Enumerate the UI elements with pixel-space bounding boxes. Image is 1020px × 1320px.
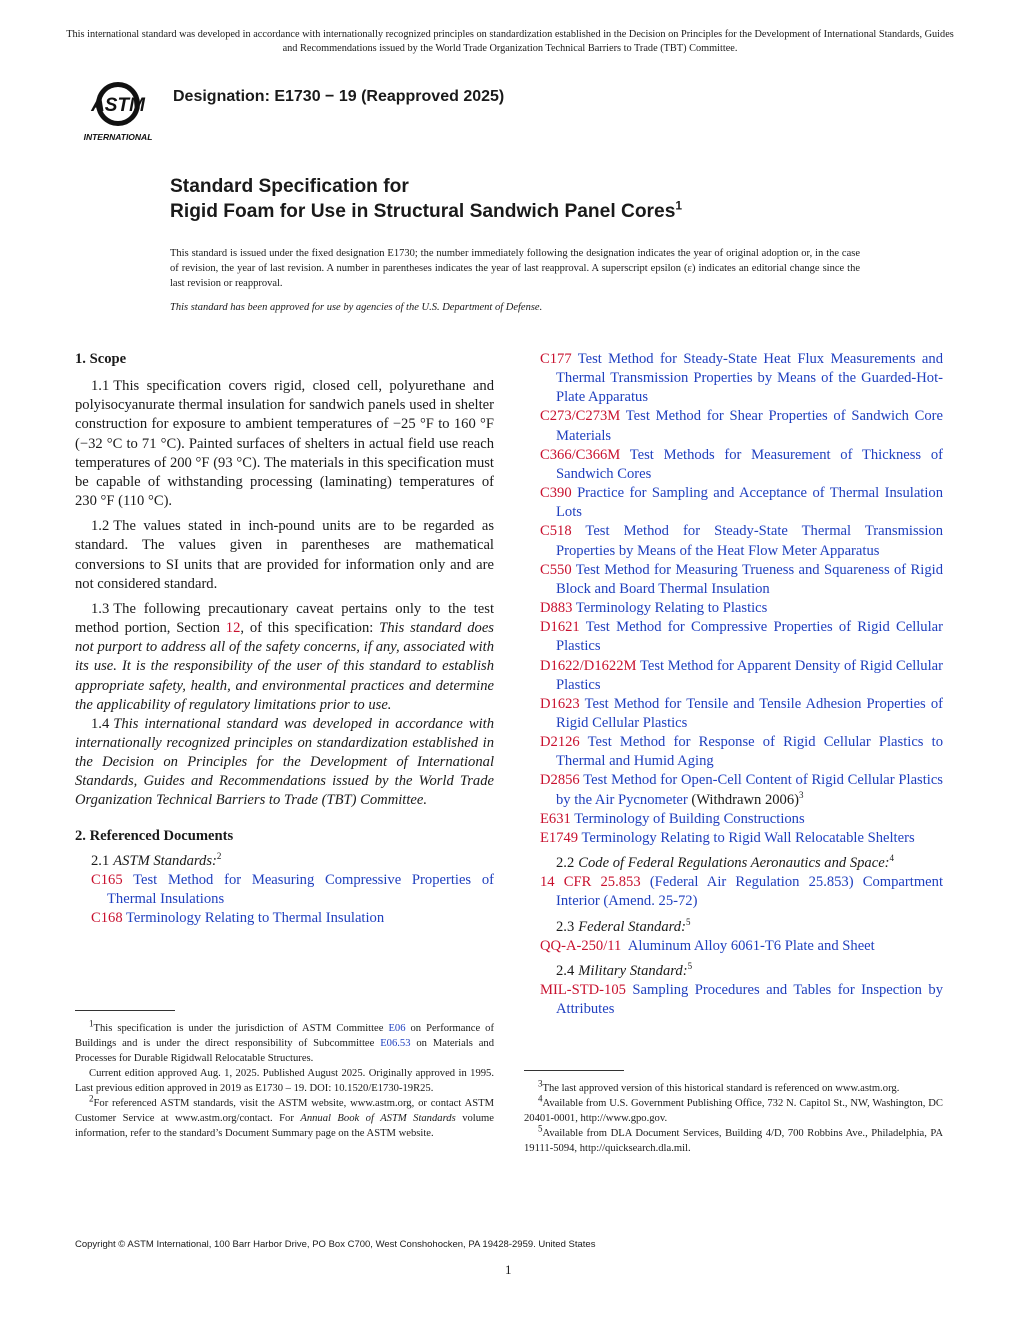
astm-standards-label: 2.1 ASTM Standards:$^2$ [91, 850, 222, 869]
ref-code-link[interactable]: D1621 [540, 619, 580, 636]
designation: Designation: E1730 − 19 (Reapproved 2025) [173, 88, 505, 105]
astm-ref-item [540, 484, 943, 522]
subcommittee-e06-53-link[interactable]: E06.53 [380, 1038, 411, 1049]
ref-code-link[interactable]: QQ-A-250/11 [540, 937, 622, 954]
page-title [170, 174, 682, 224]
astm-ref-item [540, 407, 943, 445]
issue-note: This standard is issued under the fixed designation E1730; the number immediately following the designation indicates the year of original adoption or, in the case of revision, the year of last revision. A number in parentheses indicates the year of last reapproval. A superscript epsilon (ε) indicates an editorial change since the last revision or reapproval. [170, 248, 860, 289]
footnote-2: $^2$For referenced ASTM standards, visit the ASTM website, www.astm.org, or contact ASTM Customer Service at www.astm.org/contact. For Annual Book of ASTM Standards volume information, refer to the standard’s Document Summary page on the ASTM website. [75, 1093, 494, 1139]
ref-code-link[interactable]: MIL-STD-105 [540, 982, 626, 998]
scope-1-3: 1.3 The following precautionary caveat pertains only to the test method portion, Section 12, of this specification: This standard does not purport to address all of the safety concerns, if any, associated with its use. It is the responsibility of the user of this standard to establish appropriate safety, health, and environmental practices and determine the applicability of regulatory limitations prior to use. [75, 600, 494, 713]
ref-code-link[interactable]: C168 [91, 910, 123, 927]
ref-title-link[interactable]: Test Method for Steady-State Heat Flux Measurements and Thermal Transmission Properties by Means of the Guarded-Hot-Plate Apparatus [556, 351, 943, 406]
astm-ref-item [540, 771, 943, 809]
astm-ref-item [540, 350, 943, 407]
svg-text:ASTM: ASTM [91, 95, 145, 116]
ref-title-link[interactable]: Test Methods for Measurement of Thickness of Sandwich Cores [556, 446, 943, 482]
footnote-1: $^1$This specification is under the jurisdiction of ASTM Committee E06 on Performance of Buildings and is under the direct responsibility of Subcommittee E06.53 on Materials and Processes for Durable Rigidwall Relocatable Structures. [75, 1018, 494, 1064]
astm-ref-item [540, 561, 943, 599]
ref-code-link[interactable]: D1623 [540, 695, 580, 712]
svg-text:INTERNATIONAL: INTERNATIONAL [83, 132, 153, 142]
ref-code-link[interactable]: 14 CFR 25.853 [540, 874, 641, 891]
committee-e06-link[interactable]: E06 [388, 1023, 406, 1034]
footnote-rule-left [75, 1010, 175, 1011]
footnotes-right [524, 1078, 943, 1156]
ref-code-link[interactable]: E631 [540, 810, 571, 827]
astm-ref-item [540, 695, 943, 733]
wto-notice: This international standard was developed in accordance with internationally recognized principles on standardization established in the Decision on Principles for the Development of International Standards, Guides and Recommendations issued by the World Trade Organization Technical Barriers to Trade (TBT) Committee. [66, 29, 954, 54]
ref-code-link[interactable]: C366/C366M [540, 446, 621, 463]
ref-title-link[interactable]: Test Method for Compressive Properties of Rigid Cellular Plastics [556, 619, 943, 655]
scope-1-2: 1.2 The values stated in inch-pound units are to be regarded as standard. The values given in parentheses are mathematical conversions to SI units that are provided for information only and are not considered standard. [75, 518, 494, 592]
ref-title-link[interactable]: Test Method for Measuring Trueness and Squareness of Rigid Block and Board Thermal Insulation [556, 561, 943, 597]
left-column [75, 350, 494, 928]
copyright-footer: Copyright © ASTM International, 100 Barr Harbor Drive, PO Box C700, West Conshohocken, PA 19428-2959. United States [75, 1239, 596, 1250]
footnote-1-edition: Current edition approved Aug. 1, 2025. Published August 2025. Originally approved in 1995. Last previous edition approved in 2019 as E1730 – 19. DOI: 10.1520/E1730-19R25. [75, 1068, 494, 1094]
ref-code-link[interactable]: C177 [540, 351, 572, 367]
ref-title-link[interactable]: Test Method for Measuring Compressive Properties of Thermal Insulations [107, 871, 494, 908]
footnote-4: $^4$Available from U.S. Government Publishing Office, 732 N. Capitol St., NW, Washington, DC 20401-0001, http://www.gpo.gov. [524, 1093, 943, 1124]
ref-code-link[interactable]: D1622/D1622M [540, 657, 637, 674]
ref-code-link[interactable]: C165 [91, 871, 123, 888]
astm-ref-item [540, 657, 943, 695]
astm-ref-item [540, 733, 943, 771]
astm-ref-item [540, 522, 943, 560]
ref-title-link[interactable]: Terminology Relating to Plastics [575, 600, 768, 617]
ref-code-link[interactable]: D2856 [540, 772, 580, 789]
ref-code-link[interactable]: E1749 [540, 829, 579, 846]
ref-code-link[interactable]: C518 [540, 523, 572, 540]
section-12-link[interactable]: 12 [225, 620, 241, 637]
ref-title-link[interactable]: Practice for Sampling and Acceptance of Thermal Insulation Lots [556, 485, 943, 521]
astm-ref-item [540, 810, 943, 829]
ref-title-link[interactable]: Test Method for Tensile and Tensile Adhesion Properties of Rigid Cellular Plastics [556, 695, 944, 731]
ref-code-link[interactable]: D2126 [540, 734, 580, 751]
title-footnote-mark: 1 [675, 198, 683, 213]
title-line-2: Rigid Foam for Use in Structural Sandwich Panel Cores$^1$ [170, 198, 683, 222]
ref-title-link[interactable]: Test Method for Response of Rigid Cellular Plastics to Thermal and Humid Aging [556, 734, 943, 770]
astm-ref-item [540, 446, 943, 484]
title-line-1: Standard Specification for [170, 176, 409, 197]
cfr-label: 2.2 Code of Federal Regulations Aeronautics and Space:$^4$ [556, 853, 895, 872]
ref-title-link[interactable]: (Federal Air Regulation 25.853) Compartment Interior (Amend. 25-72) [556, 874, 944, 910]
footnote-5: $^5$Available from DLA Document Services, Building 4/D, 700 Robbins Ave., Philadelphia, PA 19111-5094, http://quicksearch.dla.mil. [524, 1123, 943, 1154]
astm-refs-left [75, 871, 494, 928]
ref-title-link[interactable]: Test Method for Shear Properties of Sandwich Core Materials [556, 408, 943, 444]
ref-title-link[interactable]: Terminology Relating to Thermal Insulation [126, 910, 385, 927]
scope-1-1: 1.1 This specification covers rigid, closed cell, polyurethane and polyisocyanurate thermal insulation for sandwich panels used in shelter construction for exposure to ambient temperatures of −25 °F to 160 °F (−32 °C to 71 °C). Painted surfaces of shelters in actual field use reach temperatures of 200 °F (93 °C). The materials in this specification must be capable of withstanding processing (laminating) temperatures of 230 °F (110 °C). [75, 378, 494, 510]
ref-withdrawn-note: (Withdrawn 2006) [687, 791, 800, 808]
federal-ref [540, 937, 943, 956]
ref-title-link[interactable]: Test Method for Apparent Density of Rigid Cellular Plastics [556, 657, 944, 693]
federal-standard-label: 2.3 Federal Standard:$^5$ [556, 916, 691, 935]
astm-logo [76, 78, 160, 144]
ref-title-link[interactable]: Aluminum Alloy 6061-T6 Plate and Sheet [627, 937, 875, 954]
ref-title-link[interactable]: Terminology of Building Constructions [574, 810, 805, 827]
ref-title-link[interactable]: Sampling Procedures and Tables for Inspection by Attributes [556, 982, 944, 1018]
ref-code-link[interactable]: C550 [540, 561, 572, 578]
footnote-rule-right [524, 1070, 624, 1071]
page-number: 1 [505, 1262, 512, 1277]
scope-1-4: 1.4 This international standard was developed in accordance with internationally recognized principles on standardization established in the Decision on Principles for the Development of International Standards, Guides and Recommendations issued by the World Trade Organization Technical Barriers to Trade (TBT) Committee. [75, 715, 494, 809]
ref-title-link[interactable]: Test Method for Open-Cell Content of Rigid Cellular Plastics by the Air Pycnometer [556, 772, 943, 808]
military-ref [540, 981, 943, 1019]
footnotes-left [75, 1018, 494, 1141]
astm-ref-item [91, 909, 494, 928]
section-scope-heading: 1. Scope [75, 351, 127, 367]
astm-refs-right [540, 350, 943, 848]
astm-ref-item [91, 871, 494, 909]
astm-ref-item [540, 829, 943, 848]
ref-footnote-mark: 3 [799, 789, 804, 800]
dod-note: This standard has been approved for use by agencies of the U.S. Department of Defense. [170, 302, 543, 313]
ref-code-link[interactable]: C273/C273M [540, 408, 621, 425]
ref-code-link[interactable]: C390 [540, 485, 572, 502]
right-column [540, 350, 943, 1019]
ref-title-link[interactable]: Test Method for Steady-State Thermal Transmission Properties by Means of the Heat Flow Meter Apparatus [556, 523, 943, 559]
section-refdocs-heading: 2. Referenced Documents [75, 827, 234, 844]
astm-ref-item [540, 599, 943, 618]
cfr-ref [540, 873, 943, 911]
footnote-3: $^3$The last approved version of this historical standard is referenced on www.astm.org. [538, 1078, 900, 1094]
astm-ref-item [540, 618, 943, 656]
ref-title-link[interactable]: Terminology Relating to Rigid Wall Relocatable Shelters [581, 829, 915, 846]
ref-code-link[interactable]: D883 [540, 600, 573, 617]
military-standard-label: 2.4 Military Standard:$^5$ [556, 960, 693, 979]
